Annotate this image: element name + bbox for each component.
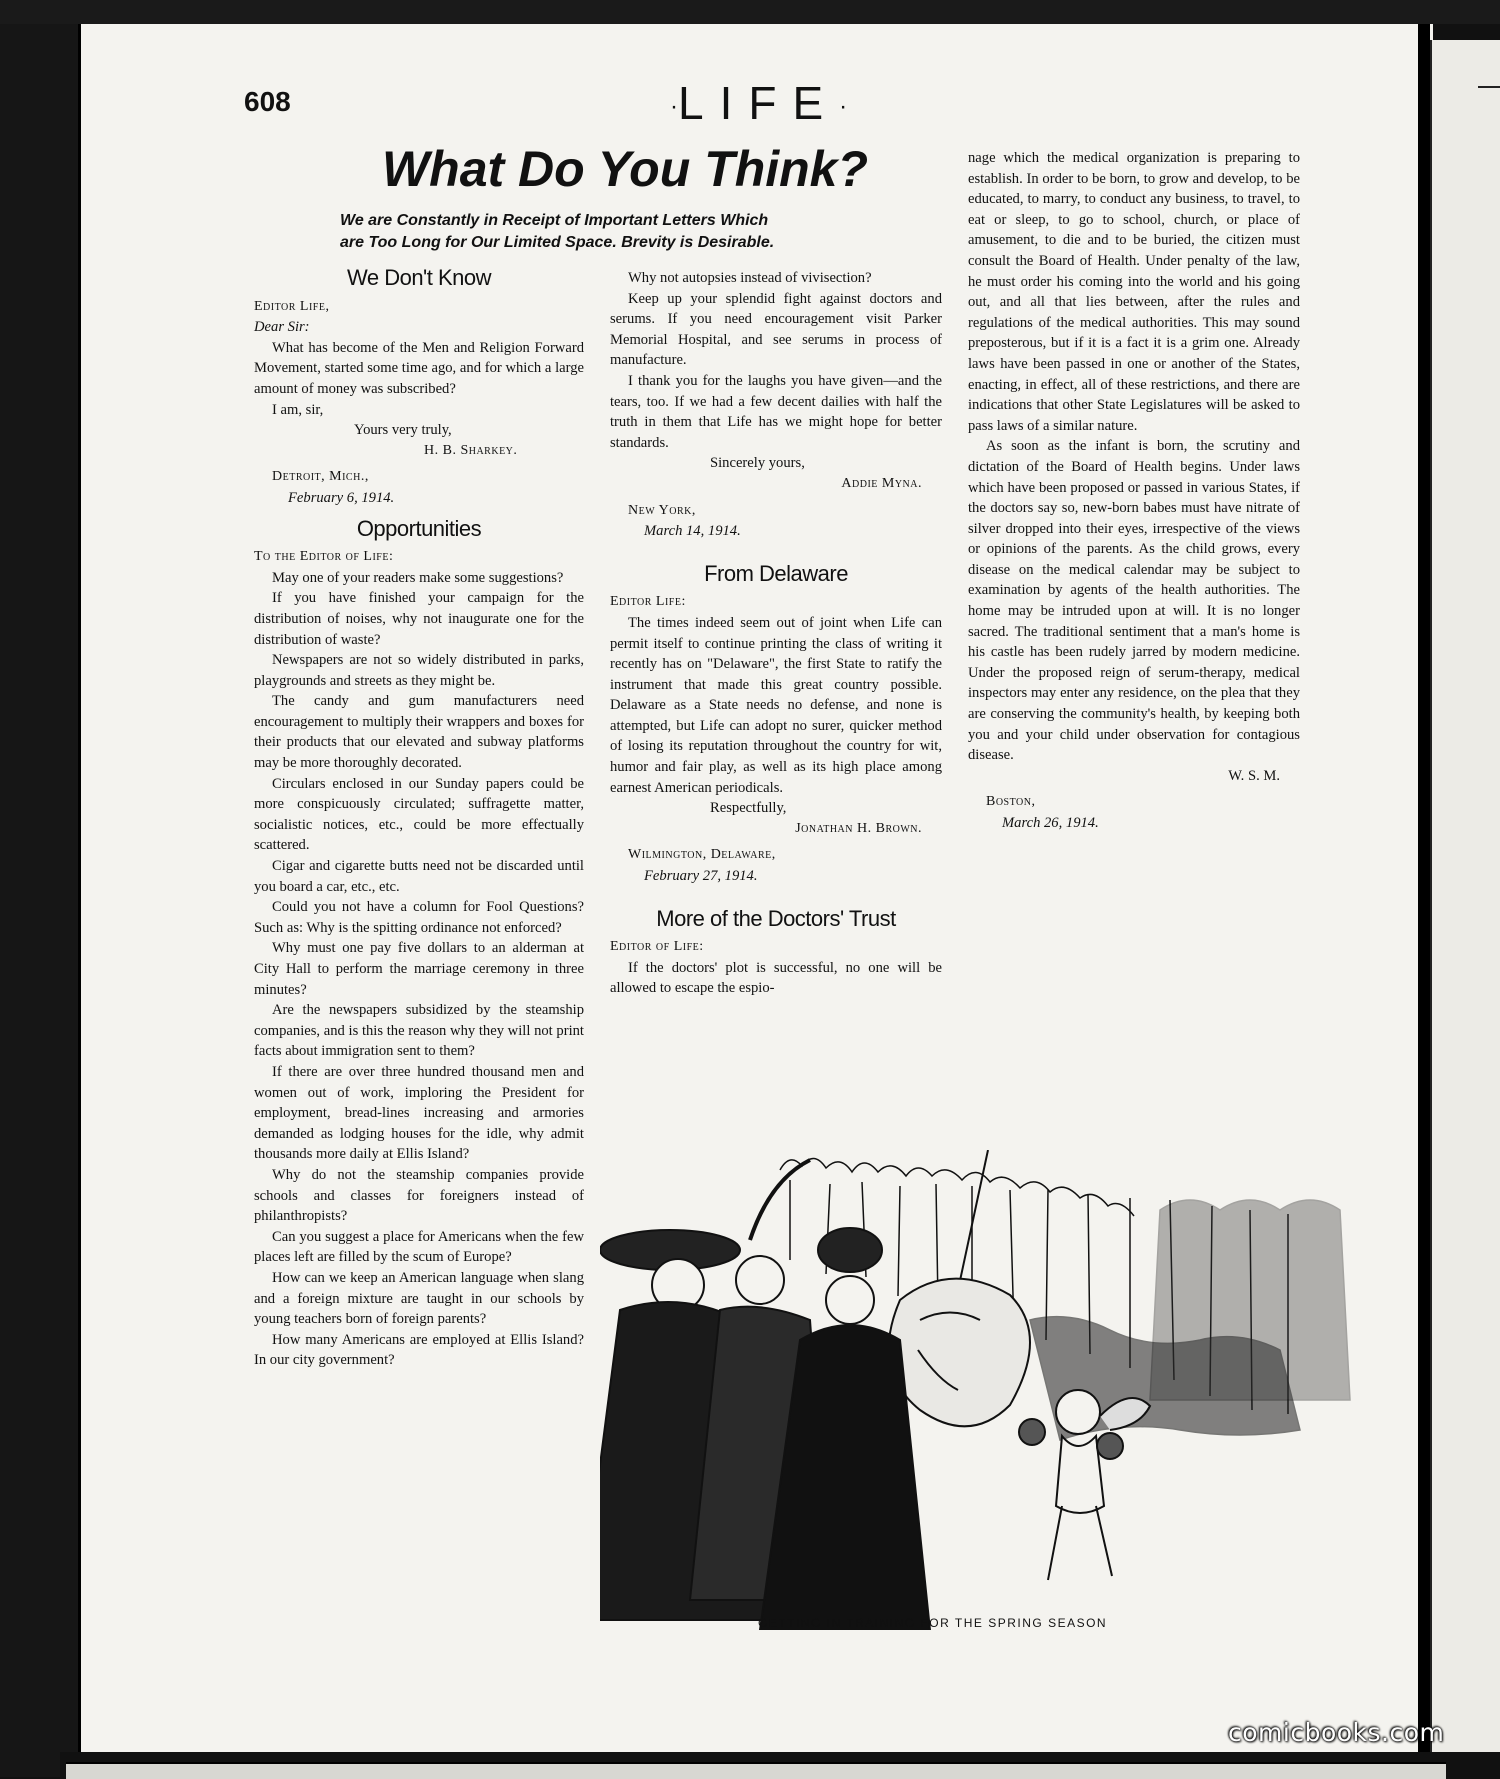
letter2-paragraph: Why not autopsies instead of vivisection?	[628, 270, 872, 286]
letter4-paragraph-2: As soon as the infant is born, the scrutiny and dictation of the Board of Health begins. Under laws which have been proposed or passed in various States, if the doctors say so, new-born babes must have nitrate of silver dropped into their eyes, irrespective of the views or opinions of the parents. As the child grows, every disease on the medical calendar may be subject to examination by agents of the health authorities. The home may be intruded upon at will. It is no longer sacred. The traditional sentiment that a man's home is his castle has been rudely jarred by modern medicine. Under the proposed reign of serum-therapy, medical inspectors may enter any residence, on the plea that they are conserving the community's health, by keeping both you and your child under observation for contagious disease.	[968, 438, 1300, 764]
letter2-paragraph: Are the newspapers subsidized by the steamship companies, and is this the reason why they will not print facts about immigration sent to them?	[254, 1002, 584, 1060]
letter3-signature: Jonathan H. Brown.	[795, 820, 922, 836]
letter2-paragraph: If you have finished your campaign for the distribution of noises, why not inaugurate one for the distribution of waste?	[254, 590, 584, 648]
column-2	[610, 268, 942, 999]
letter4-salutation: Editor of Life:	[610, 939, 704, 955]
letter2-paragraph: Why do not the steamship companies provide schools and classes for foreigners instead of philanthropists?	[254, 1166, 584, 1225]
letter4-signature: W. S. M.	[1228, 767, 1280, 784]
letter3-body: The times indeed seem out of joint when Life can permit itself to continue printing the class of writing it recently has on "Delaware", the first State to ratify the instrument that made this great country possible. Delaware as a State needs no defense, and none is attempted, but Life can adopt no surer, quicker method of losing its reputation throughout the country for wit, humor and fair play, as well as its high place among earnest American periodicals.	[610, 614, 942, 796]
letter2-paragraph: Circulars enclosed in our Sunday papers could be more conspicuously circulated; suffragette matter, socialistic notices, etc., could be more effectually scattered.	[254, 775, 584, 854]
page-gutter	[1418, 24, 1430, 1752]
letter2-date: March 14, 1914.	[644, 523, 741, 540]
letter2-salutation: To the Editor of Life:	[254, 549, 394, 565]
letter-title-from-delaware: From Delaware	[704, 560, 848, 586]
watermark: comicbooks.com	[1228, 1718, 1445, 1747]
letter-title-doctors-trust: More of the Doctors' Trust	[656, 905, 896, 931]
letter-title-opportunities: Opportunities	[356, 515, 482, 541]
letter2-paragraph: Newspapers are not so widely distributed in parks, playgrounds and streets as they might be.	[254, 652, 584, 689]
page-subhead	[340, 210, 870, 254]
letter-title-we-dont-know: We Don't Know	[346, 265, 492, 290]
letter2-place: New York,	[628, 502, 696, 518]
foreground-women	[600, 1160, 930, 1630]
column-1	[254, 265, 584, 1371]
scan-left-margin	[0, 0, 78, 1777]
adjacent-page-edge	[1430, 40, 1500, 1777]
letter2-paragraph: The candy and gum manufacturers need encouragement to multiply their wrappers and boxes for their products that our elevated and subway platforms may be more thoroughly decorated.	[254, 693, 584, 772]
cartoon-caption: GETTING IN TRAINING FOR THE SPRING SEASON	[758, 1616, 1108, 1630]
letter1-close-a: I am, sir,	[272, 401, 324, 418]
letter2-close: Sincerely yours,	[710, 455, 805, 472]
masthead-title: LIFE	[678, 77, 840, 129]
punching-bag	[889, 1150, 1030, 1426]
cupid-boxer	[1019, 1390, 1150, 1580]
letter1-place: Detroit, Mich.,	[272, 469, 369, 485]
letter2-paragraph: Could you not have a column for Fool Questions? Such as: Why is the spitting ordinance not enforced?	[254, 899, 584, 936]
adjacent-page-mark	[1478, 86, 1500, 88]
underlying-page-edge	[66, 1762, 1446, 1779]
column-3	[968, 148, 1300, 834]
letter1-salutation: Editor Life,	[254, 298, 330, 314]
letter1-signature: H. B. Sharkey.	[424, 442, 518, 458]
subhead-line-1: We are Constantly in Receipt of Important Letters Which	[340, 212, 769, 229]
letter2-paragraph: If there are over three hundred thousand men and women out of work, imploring the President for employment, bread-lines increasing and armories demanded as lodging houses for the idle, why admit thousands more daily at Ellis Island?	[254, 1063, 584, 1163]
letter2-paragraph: Keep up your splendid fight against doctors and serums. If you need encouragement visit Parker Memorial Hospital, and see serums in process of manufacture.	[610, 290, 942, 369]
masthead: ·LIFE·	[670, 77, 848, 129]
letter1-body: What has become of the Men and Religion Forward Movement, started some time ago, and for which a large amount of money was subscribed?	[254, 339, 584, 397]
page-headline: What Do You Think?	[381, 141, 869, 197]
letter1-date: February 6, 1914.	[288, 489, 395, 506]
subhead-line-2: are Too Long for Our Limited Space. Brevity is Desirable.	[340, 234, 775, 251]
scan-top-margin	[0, 0, 1500, 24]
letter2-paragraph: How can we keep an American language when slang and a foreign mixture are taught in our schools by young teachers born of foreign parents?	[254, 1269, 584, 1328]
letter2-paragraph: Cigar and cigarette butts need not be discarded until you board a car, etc., etc.	[254, 858, 584, 895]
letter3-close: Respectfully,	[710, 800, 787, 817]
letter4-paragraph-start: If the doctors' plot is successful, no one will be allowed to escape the espio-	[610, 959, 942, 997]
letter4-paragraph-continued	[968, 148, 1300, 436]
letter2-paragraph: I thank you for the laughs you have given—and the tears, too. If we had a few decent dailies with half the truth in them that Life has we might hope for better standards.	[610, 372, 942, 451]
letter1-close-b: Yours very truly,	[354, 422, 452, 439]
letter2-paragraph: Why must one pay five dollars to an alderman at City Hall to perform the marriage ceremony in three minutes?	[254, 940, 584, 998]
letter4-date: March 26, 1914.	[1002, 815, 1099, 831]
letter2-paragraph: How many Americans are employed at Ellis Island? In our city government?	[254, 1331, 584, 1369]
letter3-salutation: Editor Life:	[610, 594, 686, 610]
letter3-place: Wilmington, Delaware,	[628, 847, 776, 863]
letter1-dear: Dear Sir:	[254, 319, 310, 336]
page-number: 608	[244, 86, 291, 117]
letter2-paragraph: Can you suggest a place for Americans when the few places left are filled by the scum of Europe?	[254, 1228, 584, 1266]
letter3-date: February 27, 1914.	[644, 868, 758, 885]
letter4-continued-text: nage which the medical organization is preparing to establish. In order to be born, to grow and develop, to be educated, to marry, to conduct any business, to travel, to eat or sleep, to go to school, church, or place of amusement, to die and to be buried, the citizen must consult the Board of Health. Under penalty of the law, he must order his coming into the world and his going out, and all that lies between, after the rules and regulations of the medical authorities. This may sound preposterous, but if it is a fact it is a grim one. Already laws have been passed in one or another of the States, enacting, in effect, all of these restrictions, and there are indications that other State Legislatures will be asked to pass laws of a similar nature.	[968, 150, 1300, 434]
cartoon-illustration	[600, 1150, 1392, 1630]
letter2-paragraph: May one of your readers make some suggestions?	[272, 569, 564, 586]
letter2-signature: Addie Myna.	[841, 475, 922, 491]
letter4-place: Boston,	[986, 794, 1036, 810]
